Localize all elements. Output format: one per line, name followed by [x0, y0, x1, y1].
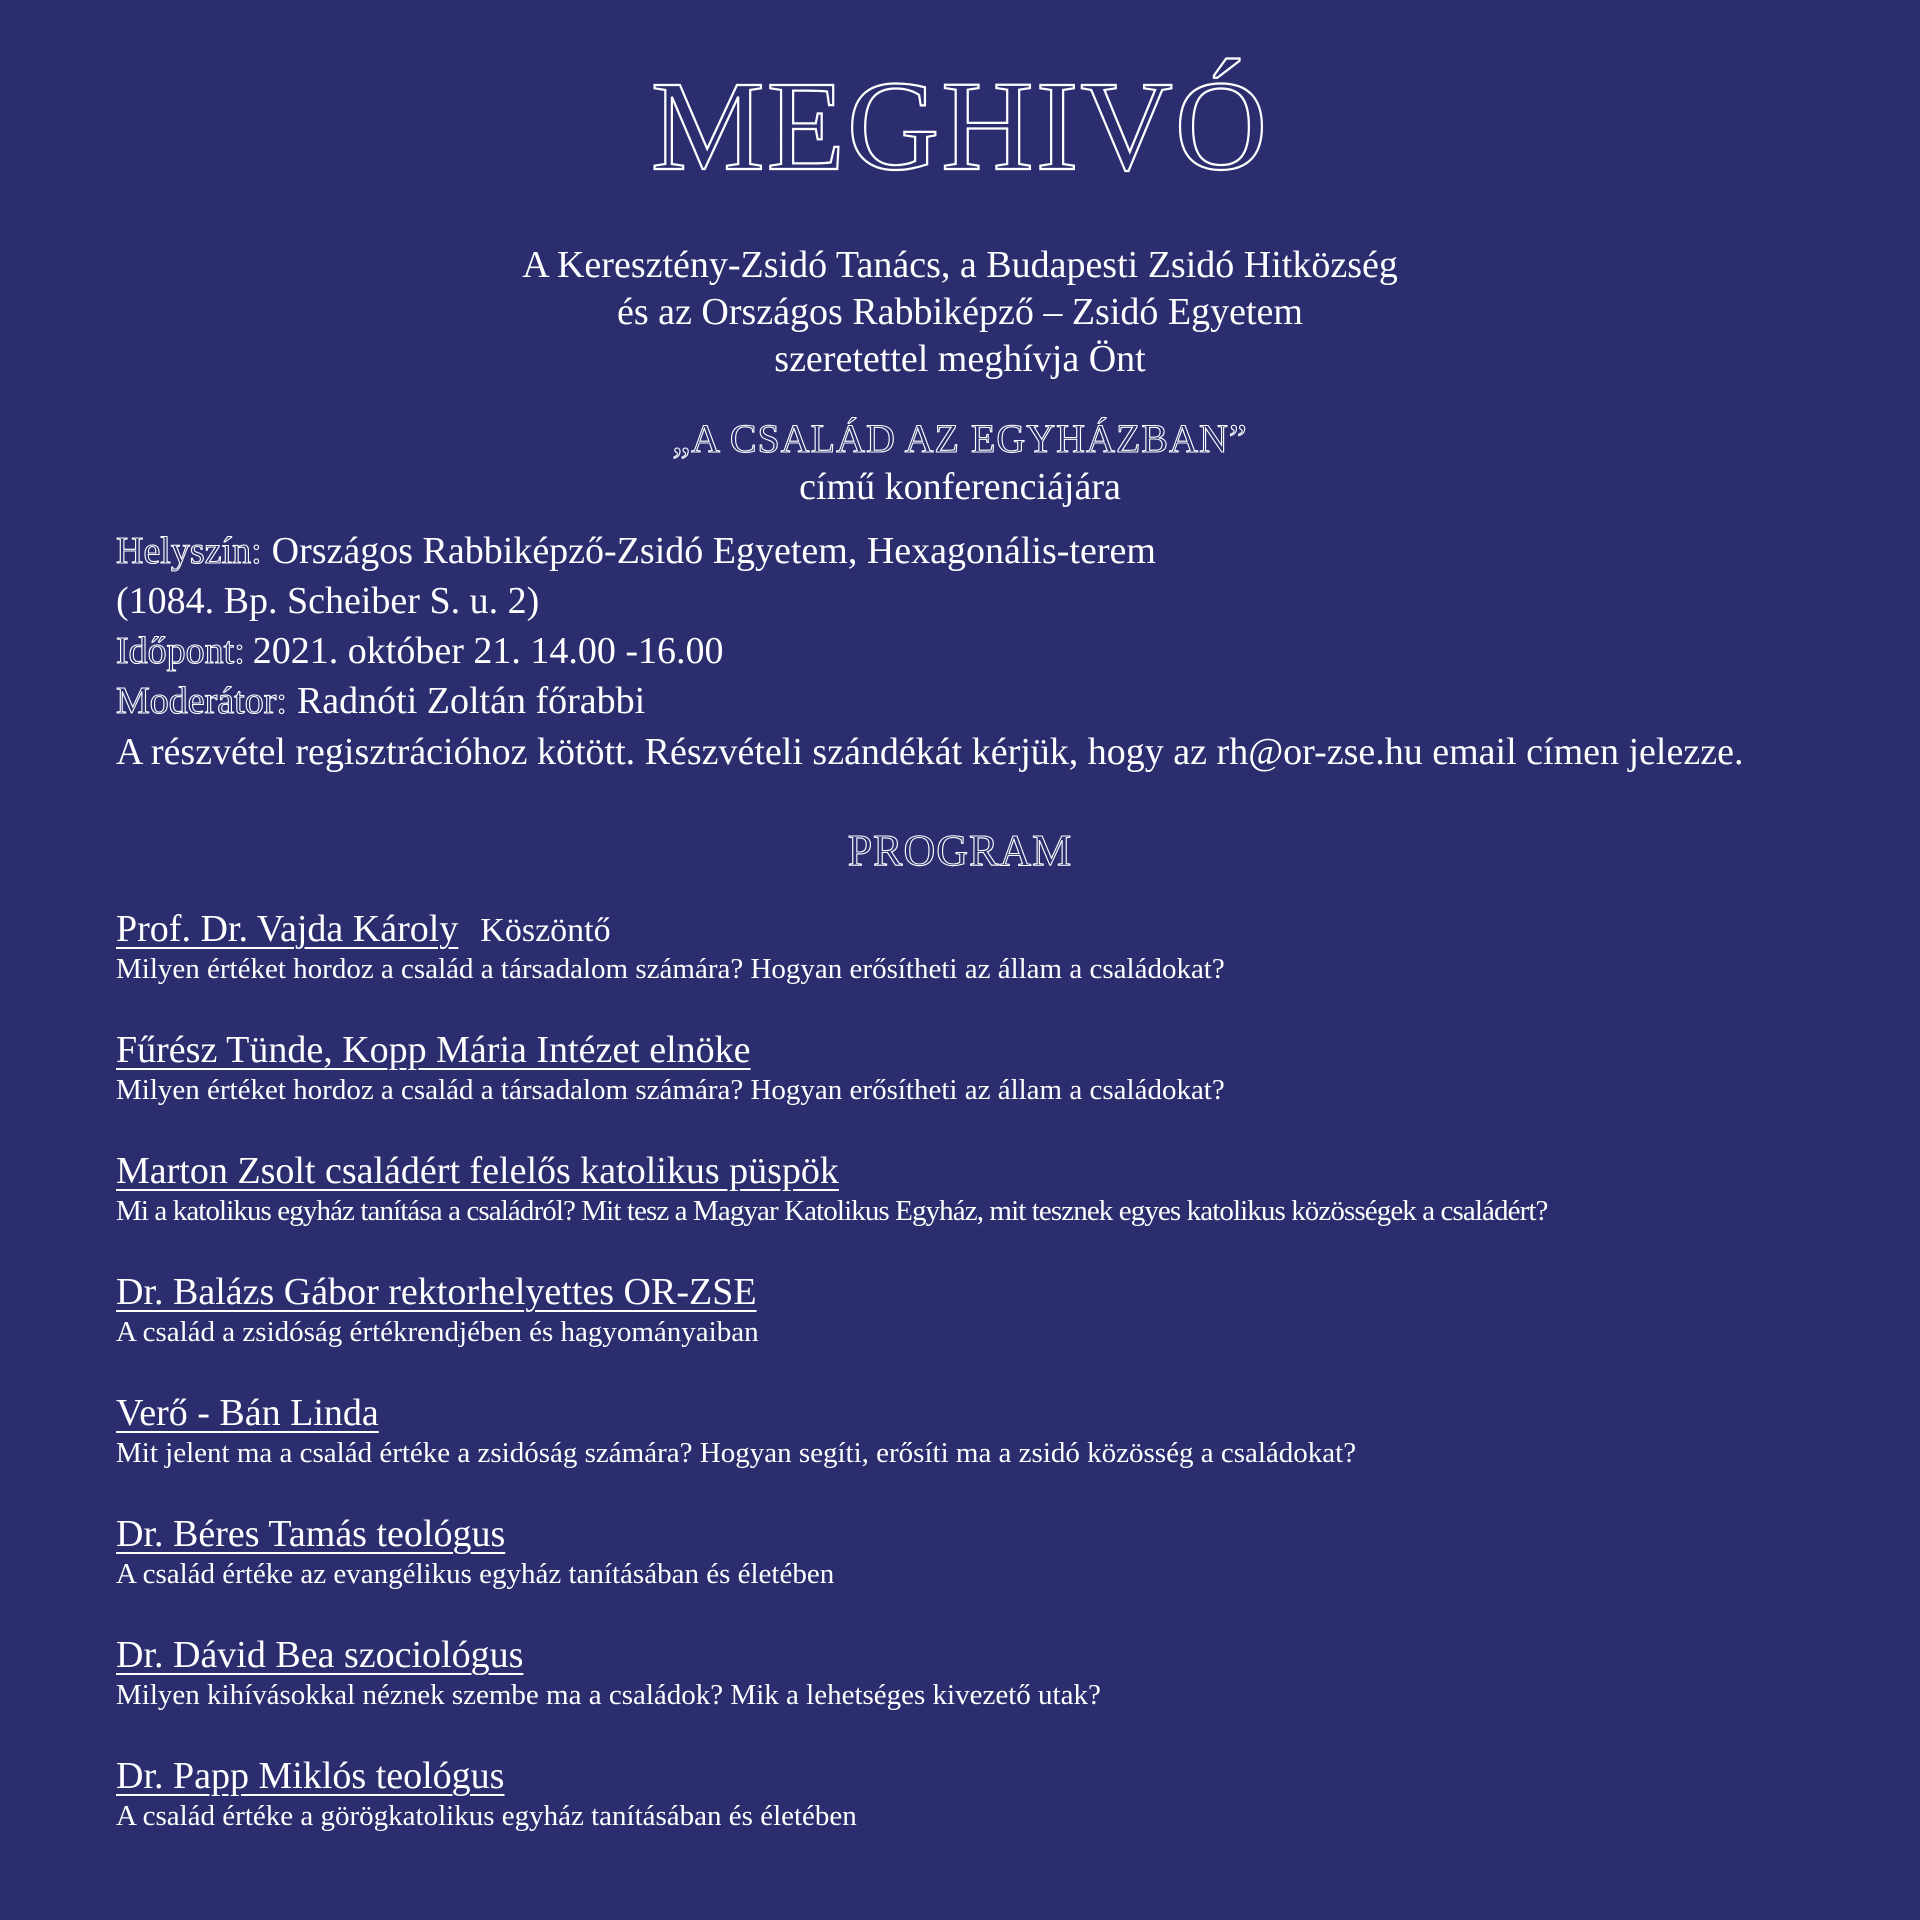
speaker-name: Dr. Balázs Gábor rektorhelyettes OR-ZSE: [116, 1271, 757, 1313]
address-row: (1084. Bp. Scheiber S. u. 2): [116, 580, 540, 622]
speaker-role: Köszöntő: [480, 912, 611, 949]
speaker-name: Dr. Dávid Bea szociológus: [116, 1634, 524, 1676]
program-item: [116, 1390, 1880, 1511]
conference-title: „A CSALÁD AZ EGYHÁZBAN”: [672, 416, 1248, 461]
intro-line-2: és az Országos Rabbiképző – Zsidó Egyetem: [617, 291, 1303, 333]
talk-topic: A család értéke az evangélikus egyház tanításában és életében: [116, 1558, 835, 1590]
venue-row: [116, 526, 1820, 576]
program-item: [116, 1027, 1880, 1148]
talk-topic: Milyen kihívásokkal néznek szembe ma a családok? Mik a lehetséges kivezető utak?: [116, 1679, 1101, 1711]
time-label: Időpont:: [116, 630, 245, 672]
intro-line-1: A Keresztény-Zsidó Tanács, a Budapesti Zsidó Hitközség: [522, 244, 1398, 286]
invitation-title: MEGHIVÓ: [650, 55, 1270, 197]
program-item: [116, 1632, 1880, 1753]
venue-value: Országos Rabbiképző-Zsidó Egyetem, Hexagonális-terem: [271, 530, 1156, 572]
moderator-value: Radnóti Zoltán főrabbi: [296, 680, 646, 722]
talk-topic: A család a zsidóság értékrendjében és hagyományaiban: [116, 1316, 759, 1348]
talk-topic: Milyen értéket hordoz a család a társadalom számára? Hogyan erősítheti az állam a családokat?: [116, 1074, 1225, 1106]
speaker-name: Dr. Béres Tamás teológus: [116, 1513, 506, 1555]
time-value: 2021. október 21. 14.00 -16.00: [252, 630, 724, 672]
speaker-name: Prof. Dr. Vajda Károly: [116, 908, 459, 950]
time-row: [116, 626, 1820, 676]
moderator-row: [116, 676, 1820, 726]
talk-topic: Milyen értéket hordoz a család a társadalom számára? Hogyan erősítheti az állam a családokat?: [116, 953, 1225, 985]
registration-note: A részvétel regisztrációhoz kötött. Részvételi szándékát kérjük, hogy az rh@or-zse.hu email címen jelezze.: [116, 731, 1744, 773]
talk-topic: Mit jelent ma a család értéke a zsidóság számára? Hogyan segíti, erősíti ma a zsidó közösség a családokat?: [116, 1437, 1357, 1469]
speaker-name: Verő - Bán Linda: [116, 1392, 379, 1434]
program-item: [116, 906, 1880, 1027]
conference-subtitle: című konferenciájára: [799, 466, 1121, 508]
program-heading: PROGRAM: [847, 826, 1073, 875]
event-details: [116, 526, 1820, 778]
program-item: [116, 1148, 1880, 1269]
talk-topic: Mi a katolikus egyház tanítása a családról? Mit tesz a Magyar Katolikus Egyház, mit tesznek egyes katolikus közösségek a családért?: [116, 1195, 1548, 1227]
speaker-name: Marton Zsolt családért felelős katolikus püspök: [116, 1150, 839, 1192]
intro-line-3: szeretettel meghívja Önt: [774, 338, 1146, 380]
talk-topic: A család értéke a görögkatolikus egyház tanításában és életében: [116, 1800, 857, 1832]
speaker-name: Dr. Papp Miklós teológus: [116, 1755, 505, 1797]
program-item: [116, 1753, 1880, 1874]
program-item: [116, 1511, 1880, 1632]
venue-label: Helyszín:: [116, 530, 262, 572]
program-list: [116, 906, 1880, 1874]
intro-block: [0, 242, 1920, 383]
speaker-name: Fűrész Tünde, Kopp Mária Intézet elnöke: [116, 1029, 751, 1071]
program-item: [116, 1269, 1880, 1390]
moderator-label: Moderátor:: [116, 680, 287, 722]
